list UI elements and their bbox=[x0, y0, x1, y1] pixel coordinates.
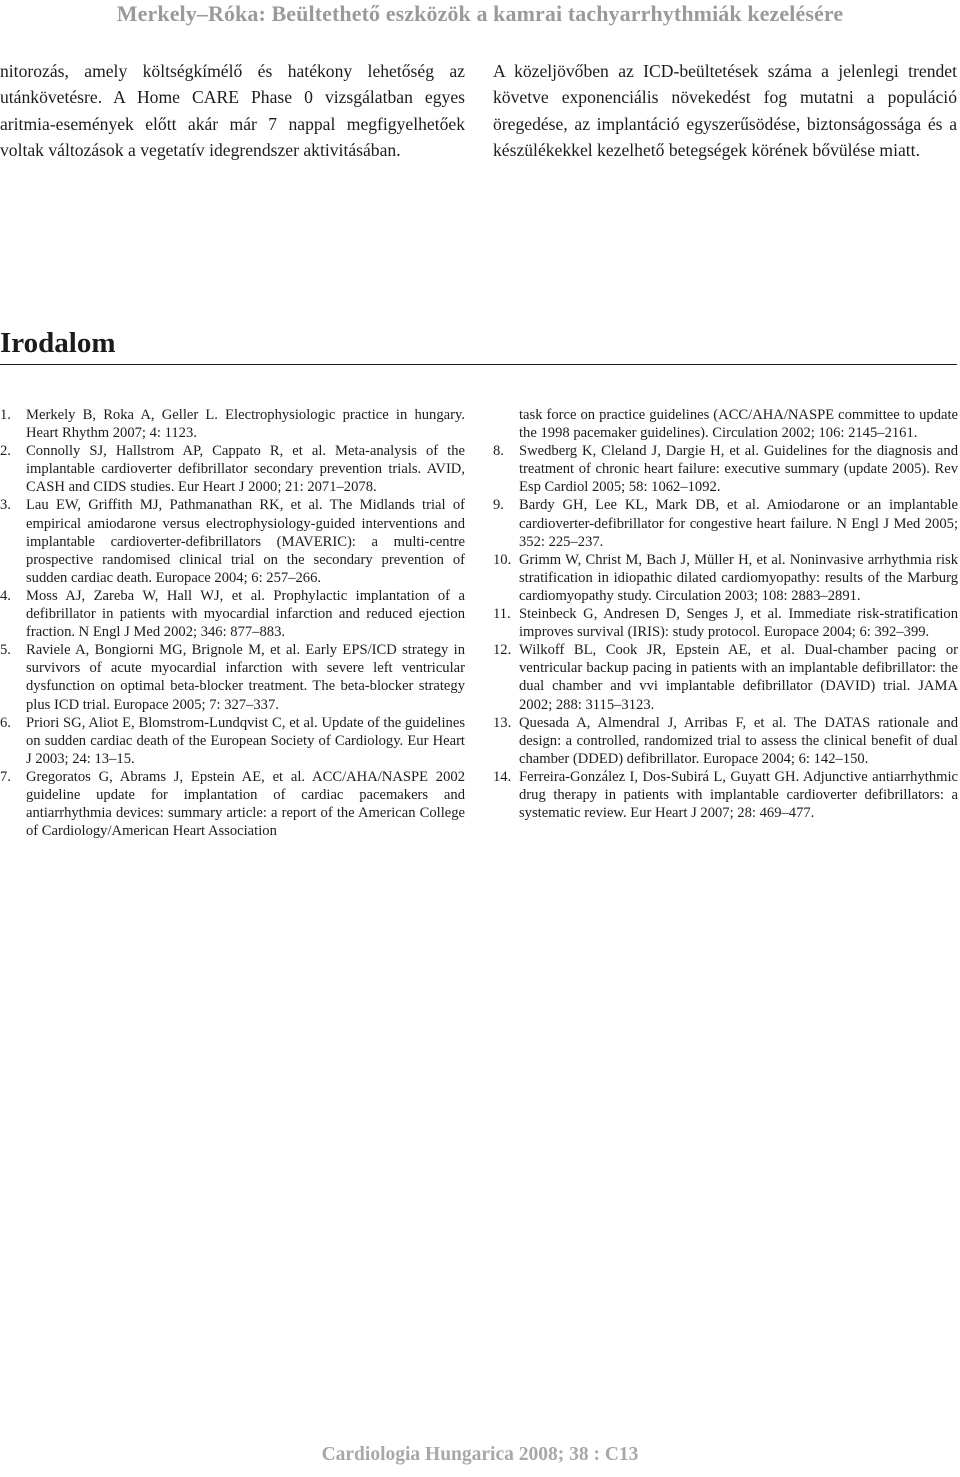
reference-text: Merkely B, Roka A, Geller L. Electrophysiologic practice in hungary. Heart Rhythm 2007; 4: 1123. bbox=[26, 407, 465, 442]
reference-number: 11. bbox=[493, 606, 511, 623]
reference-text: Priori SG, Aliot E, Blomstrom-Lundqvist C, et al. Update of the guidelines on sudden cardiac death of the European Society of Cardiology. Eur Heart J 2003; 24: 13–15. bbox=[26, 714, 465, 767]
reference-text: Moss AJ, Zareba W, Hall WJ, et al. Prophylactic implantation of a defibrillator in patients with myocardial infarction and reduced ejection fraction. N Engl J Med 2002; 346: 877–883. bbox=[26, 587, 465, 641]
reference-number: 2. bbox=[0, 443, 11, 460]
reference-item bbox=[0, 768, 465, 840]
reference-number: 4. bbox=[0, 587, 11, 604]
intro-left-paragraph: nitorozás, amely költségkímélő és hatékony lehetőség az utánkövetésre. A Home CARE Phase 0 vizsgálatban egyes aritmia-események előtt akár már 7 nappal megfigyelhetőek voltak változások a vegetatív idegrendszer aktivitásában. bbox=[0, 61, 465, 161]
intro-right-paragraph: A közeljövőben az ICD-beültetések száma a jelenlegi trendet követve exponenciális növekedést fog mutatni a populáció öregedése, az implantáció egyszerűsödése, biztonságossága és a készülékekkel kezelhető betegségek körének bővülése miatt. bbox=[493, 61, 957, 161]
reference-number: 5. bbox=[0, 642, 11, 659]
reference-text: Connolly SJ, Hallstrom AP, Cappato R, et al. Meta-analysis of the implantable cardioverter defibrillator secondary prevention trials. AVID, CASH and CIDS studies. Eur Heart J 2000; 21: 2071–2078. bbox=[26, 443, 465, 496]
reference-text: Ferreira-González I, Dos-Subirá L, Guyatt GH. Adjunctive antiarrhythmic drug therapy in patients with implantable cardioverter defibrillators: a systematic review. Eur Heart J 2007; 28: 469–477. bbox=[519, 768, 958, 822]
reference-number: 13. bbox=[493, 714, 512, 731]
reference-text: Wilkoff BL, Cook JR, Epstein AE, et al. Dual-chamber pacing or ventricular backup pacing in patients with an implantable defibrillator: the dual chamber and vvi implantable defibrillator (DAVID) trial. JAMA 2002; 288: 3115–3123. bbox=[519, 642, 958, 713]
reference-item bbox=[0, 496, 465, 586]
reference-text: Grimm W, Christ M, Bach J, Müller H, et al. Noninvasive arrhythmia risk stratification in idiopathic dilated cardiomyopathy: results of the Marburg cardiomyopathy study. Circulation 2003; 108: 2883–2891. bbox=[519, 551, 958, 604]
reference-text: Quesada A, Almendral J, Arribas F, et al. The DATAS rationale and design: a controlled, randomized trial to assess the clinical benefit of dual chamber (DDED) defibrillator. Europace 2004; 6: 142–150. bbox=[519, 714, 958, 767]
reference-item bbox=[493, 551, 958, 605]
reference-number: 3. bbox=[0, 497, 11, 514]
reference-item bbox=[493, 605, 958, 641]
reference-text: Bardy GH, Lee KL, Mark DB, et al. Amiodarone or an implantable cardioverter-defibrillator for congestive heart failure. N Engl J Med 2005; 352: 225–237. bbox=[519, 497, 958, 550]
reference-item bbox=[0, 714, 465, 768]
reference-text: Swedberg K, Cleland J, Dargie H, et al. Guidelines for the diagnosis and treatment of chronic heart failure: executive summary (update 2005). Rev Esp Cardiol 2005; 58: 1062–1092. bbox=[519, 443, 958, 496]
reference-item bbox=[493, 442, 958, 496]
intro-left-column bbox=[0, 58, 465, 164]
reference-number: 8. bbox=[493, 443, 504, 460]
reference-text: Steinbeck G, Andresen D, Senges J, et al. Immediate risk-stratification improves survival (IRIS): study protocol. Europace 2004; 6: 392–399. bbox=[519, 606, 958, 641]
journal-footer: Cardiologia Hungarica 2008; 38 : C13 bbox=[321, 1444, 639, 1465]
reference-7-continuation: task force on practice guidelines (ACC/AHA/NASPE committee to update the 1998 pacemaker guidelines). Circulation 2002; 106: 2145–2161. bbox=[519, 407, 958, 442]
reference-number: 10. bbox=[493, 551, 512, 568]
reference-item bbox=[0, 587, 465, 641]
intro-right-column bbox=[493, 58, 957, 164]
references-left-column bbox=[0, 406, 465, 840]
reference-item bbox=[493, 641, 958, 713]
reference-item bbox=[0, 442, 465, 496]
reference-number: 1. bbox=[0, 407, 11, 423]
reference-item bbox=[0, 641, 465, 713]
section-title: Irodalom bbox=[0, 327, 957, 365]
reference-number: 12. bbox=[493, 642, 512, 659]
reference-item bbox=[493, 768, 958, 822]
reference-number: 14. bbox=[493, 768, 512, 785]
reference-text: Gregoratos G, Abrams J, Epstein AE, et al. ACC/AHA/NASPE 2002 guideline update for implantation of cardiac pacemakers and antiarrhythmia devices: summary article: a report of the American College of Cardiology/American Heart Association bbox=[26, 768, 465, 840]
reference-number: 9. bbox=[493, 497, 504, 514]
reference-item bbox=[493, 496, 958, 550]
references-right-column bbox=[493, 406, 958, 822]
reference-item bbox=[493, 714, 958, 768]
reference-number: 7. bbox=[0, 768, 11, 785]
reference-number: 6. bbox=[0, 714, 11, 731]
reference-text: Lau EW, Griffith MJ, Pathmanathan RK, et al. The Midlands trial of empirical amiodarone versus electrophysiology-guided interventions and implantable cardioverter-defibrillators (MAVERIC): a multi-centre prospective randomised clinical trial on the secondary prevention of sudden cardiac death. Europace 2004; 6: 257–266. bbox=[26, 497, 465, 586]
running-head: Merkely–Róka: Beültethető eszközök a kamrai tachyarrhythmiák kezelésére bbox=[116, 1, 844, 26]
reference-text: Raviele A, Bongiorni MG, Brignole M, et al. Early EPS/ICD strategy in survivors of acute myocardial infarction with severe left ventricular dysfunction on optimal beta-blocker treatment. The beta-blocker strategy plus ICD trial. Europace 2005; 7: 327–337. bbox=[26, 642, 465, 713]
reference-item bbox=[0, 406, 465, 442]
